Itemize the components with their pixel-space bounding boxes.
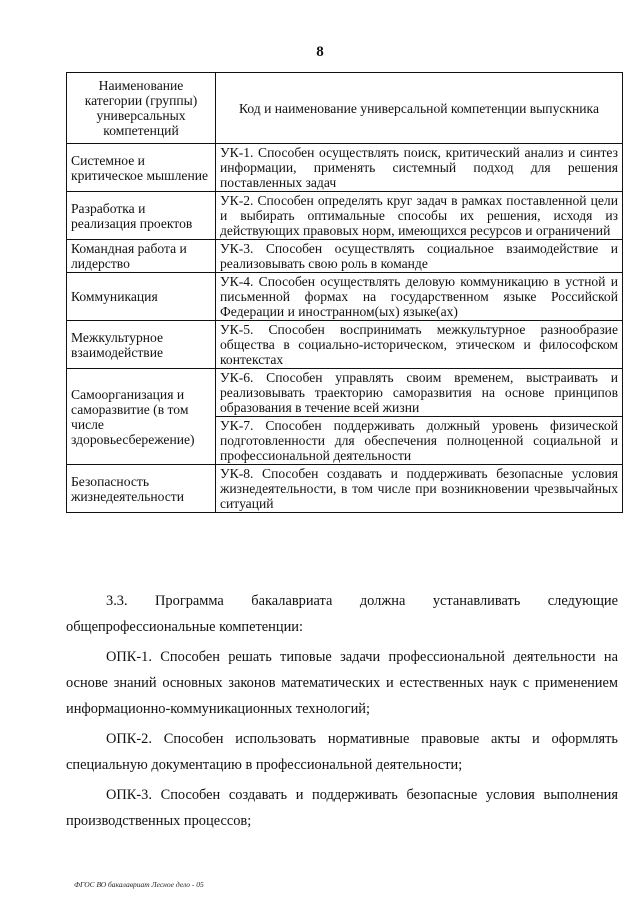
category-cell: Командная работа и лидерство — [67, 240, 216, 273]
competence-cell: УК-7. Способен поддерживать должный уровень физической подготовленности для обеспечения полноценной социальной и профессиональной деятельности — [216, 417, 623, 465]
competence-column-header: Код и наименование универсальной компетенции выпускника — [216, 73, 623, 144]
category-cell: Коммуникация — [67, 273, 216, 321]
competence-cell: УК-1. Способен осуществлять поиск, критический анализ и синтез информации, применять системный подход для решения поставленных задач — [216, 144, 623, 192]
table-row — [67, 240, 623, 273]
opk-item: ОПК-3. Способен создавать и поддерживать безопасные условия выполнения производственных процессов; — [66, 787, 618, 829]
competence-cell: УК-4. Способен осуществлять деловую коммуникацию в устной и письменной формах на государственном языке Российской Федерации и иностранном(ых) языке(ах) — [216, 273, 623, 321]
competence-cell: УК-2. Способен определять круг задач в рамках поставленной цели и выбирать оптимальные способы их решения, исходя из действующих правовых норм, имеющихся ресурсов и ограничений — [216, 192, 623, 240]
category-cell: Системное и критическое мышление — [67, 144, 216, 192]
page-number: 8 — [316, 44, 324, 60]
opk-item: ОПК-1. Способен решать типовые задачи профессиональной деятельности на основе знаний основных законов математических и естественных наук с применением информационно-коммуникационных технологий; — [66, 649, 618, 717]
category-cell: Самоорганизация и саморазвитие (в том числе здоровьесбережение) — [67, 369, 216, 465]
category-column-header: Наименование категории (группы) универсальных компетенций — [67, 73, 216, 144]
category-cell: Разработка и реализация проектов — [67, 192, 216, 240]
category-cell: Межкультурное взаимодействие — [67, 321, 216, 369]
competences-table — [66, 72, 623, 513]
opk-section — [66, 588, 618, 834]
table-row — [67, 321, 623, 369]
table-row — [67, 192, 623, 240]
competence-cell: УК-3. Способен осуществлять социальное взаимодействие и реализовывать свою роль в команде — [216, 240, 623, 273]
table-row — [67, 144, 623, 192]
table-row — [67, 273, 623, 321]
category-cell: Безопасность жизнедеятельности — [67, 465, 216, 513]
table-row — [67, 465, 623, 513]
competence-cell: УК-8. Способен создавать и поддерживать безопасные условия жизнедеятельности, в том числе при возникновении чрезвычайных ситуаций — [216, 465, 623, 513]
table-row — [67, 369, 623, 417]
competence-cell: УК-6. Способен управлять своим временем, выстраивать и реализовывать траекторию саморазвития на основе принципов образования в течение всей жизни — [216, 369, 623, 417]
competence-cell: УК-5. Способен воспринимать межкультурное разнообразие общества в социально-историческом, этическом и философском контекстах — [216, 321, 623, 369]
section-intro: 3.3. Программа бакалавриата должна устанавливать следующие общепрофессиональные компетенции: — [66, 593, 618, 635]
table-header-row — [67, 73, 623, 144]
opk-item: ОПК-2. Способен использовать нормативные правовые акты и оформлять специальную документацию в профессиональной деятельности; — [66, 731, 618, 773]
page-footer: ФГОС ВО бакалавриат Лесное дело - 05 — [74, 880, 204, 889]
